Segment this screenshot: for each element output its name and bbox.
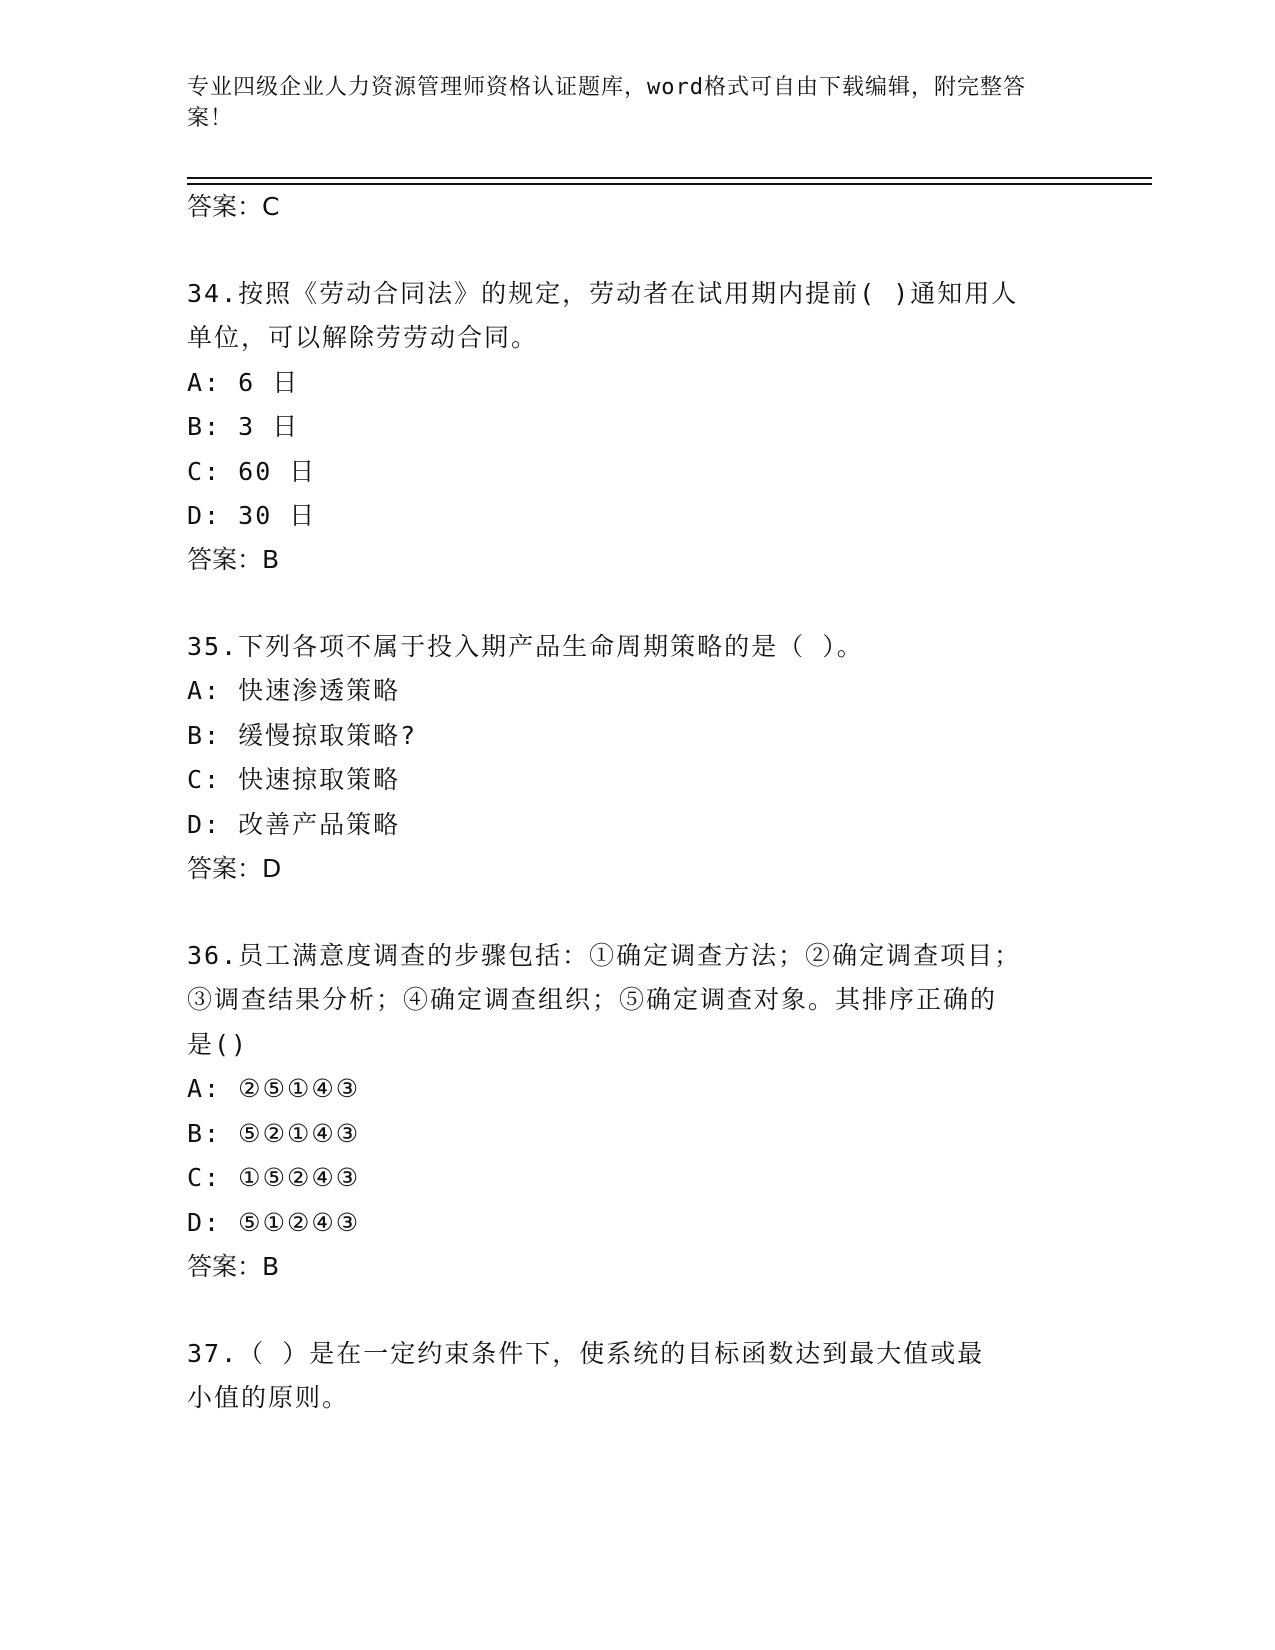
question-34-option-a: A: 6 日 — [187, 368, 300, 397]
previous-answer: 答案：C — [187, 192, 280, 221]
question-35-option-b: B: 缓慢掠取策略? — [187, 721, 418, 750]
question-34-option-c: C: 60 日 — [187, 457, 317, 486]
document-header: 专业四级企业人力资源管理师资格认证题库，word格式可自由下载编辑，附完整答案！ — [187, 75, 1026, 131]
question-36-option-d: D: ⑤①②④③ — [187, 1208, 361, 1237]
question-36-answer: 答案：B — [187, 1252, 280, 1281]
question-36-stem-line-3: 是() — [187, 1030, 249, 1059]
question-34-stem-line-2: 单位，可以解除劳劳动合同。 — [187, 323, 539, 352]
question-34-option-b: B: 3 日 — [187, 412, 300, 441]
question-36-stem-line-2: ③调查结果分析；④确定调查组织；⑤确定调查对象。其排序正确的 — [187, 985, 998, 1014]
question-35-stem-line-1: 35.下列各项不属于投入期产品生命周期策略的是（ ）。 — [187, 632, 864, 661]
header-divider-top — [187, 177, 1152, 179]
question-34-stem-line-1: 34.按照《劳动合同法》的规定，劳动者在试用期内提前( )通知用人 — [187, 279, 1019, 308]
header-divider-bottom — [187, 183, 1152, 185]
question-35-option-c: C: 快速掠取策略 — [187, 765, 401, 794]
question-35-option-a: A: 快速渗透策略 — [187, 676, 401, 705]
question-36-option-c: C: ①⑤②④③ — [187, 1163, 361, 1192]
question-37-stem-line-1: 37.（ ）是在一定约束条件下，使系统的目标函数达到最大值或最 — [187, 1339, 985, 1368]
question-37-stem-line-2: 小值的原则。 — [187, 1383, 350, 1412]
question-34-option-d: D: 30 日 — [187, 501, 317, 530]
question-35-option-d: D: 改善产品策略 — [187, 810, 401, 839]
question-34-answer: 答案：B — [187, 545, 280, 574]
question-36-option-a: A: ②⑤①④③ — [187, 1074, 361, 1103]
question-35-answer: 答案：D — [187, 854, 282, 883]
question-36-option-b: B: ⑤②①④③ — [187, 1119, 361, 1148]
question-36-stem-line-1: 36.员工满意度调查的步骤包括：①确定调查方法；②确定调查项目； — [187, 941, 1022, 970]
